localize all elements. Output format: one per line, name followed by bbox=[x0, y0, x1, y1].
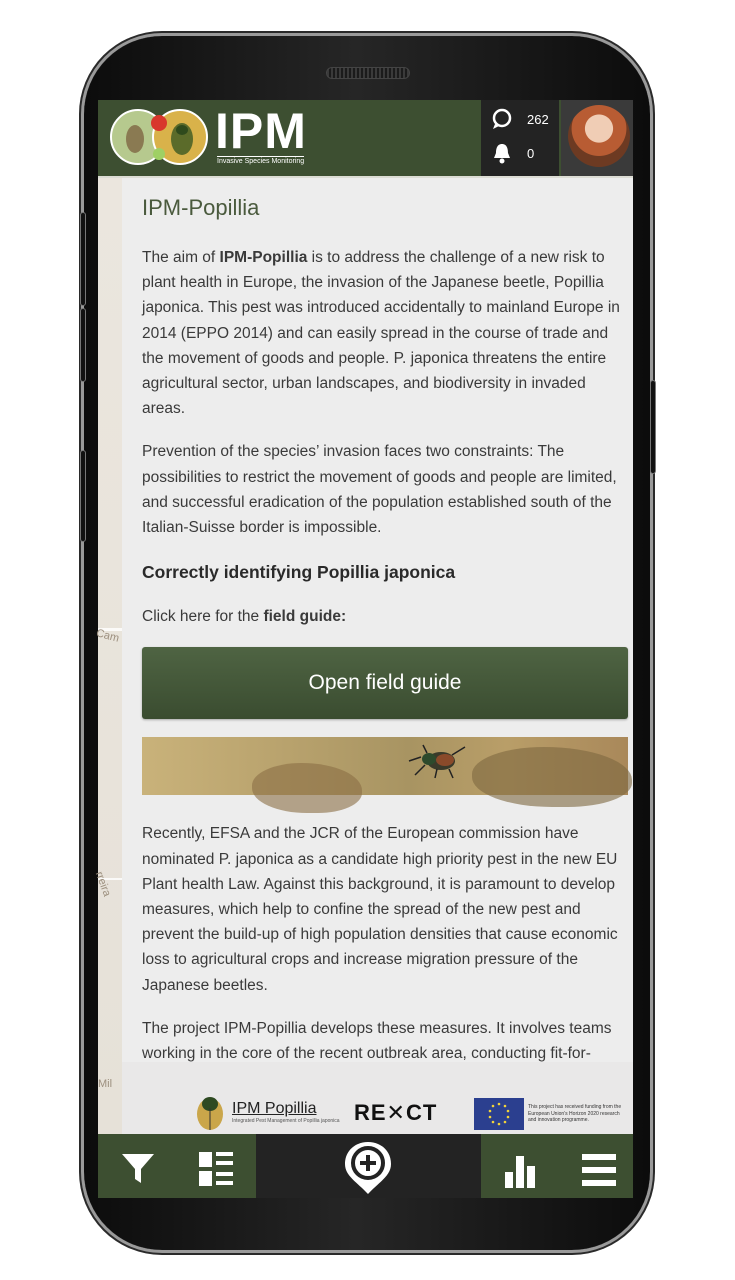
profile-button[interactable] bbox=[561, 100, 633, 176]
intro-paragraph bbox=[142, 245, 630, 421]
phone-side-button-left-2 bbox=[80, 308, 86, 382]
map-label: Cam bbox=[94, 627, 121, 645]
react-logo: RE✕CT bbox=[354, 1100, 438, 1125]
nav-right-group bbox=[481, 1134, 633, 1198]
observations-counter[interactable] bbox=[491, 108, 557, 130]
app-screen bbox=[92, 100, 633, 1198]
intro-prefix: The aim of bbox=[142, 249, 220, 266]
map-label: Mil bbox=[98, 1078, 113, 1090]
info-card[interactable] bbox=[122, 178, 633, 1062]
counters-panel bbox=[481, 100, 559, 176]
project-paragraph: The project IPM-Popillia develops these measures. It involves teams working in the core of the recent outbreak area, conducting fit-for- bbox=[142, 1019, 612, 1063]
background-paragraph: Recently, EFSA and the JCR of the European commission have nominated P. japonica as a candidate high priority pest in the new EU Plant health Law. Against this background, it is paramount to develop measures, which help to confine the spread of the new pest and prevent the build-up of high population densities that cause economic loss to agricultural crops and increase migration pressure of the Japanese beetles. bbox=[142, 825, 618, 994]
section-heading: Correctly identifying Popillia japonica bbox=[142, 562, 456, 583]
map-marker-icon bbox=[491, 108, 513, 130]
phone-side-button-left-1 bbox=[80, 212, 86, 306]
ipm-popillia-sub: Integrated Pest Management of Popillia japonica bbox=[232, 1118, 340, 1124]
partner-logos bbox=[122, 1062, 633, 1134]
app-subtitle: Invasive Species Monitoring bbox=[217, 158, 305, 165]
filter-icon[interactable] bbox=[120, 1150, 156, 1186]
phone-side-button-right bbox=[650, 380, 656, 474]
phone-speaker bbox=[326, 67, 410, 79]
constraints-paragraph: Prevention of the species’ invasion faces two constraints: The possibilities to restrict the movement of goods and people are limited, and successful eradication of the population established south of the Italian-Suisse border is impossible. bbox=[142, 443, 617, 537]
beetle-photo bbox=[142, 737, 628, 795]
list-icon[interactable] bbox=[199, 1152, 233, 1186]
guide-prefix: Click here for the bbox=[142, 608, 264, 626]
guide-bold: field guide: bbox=[263, 608, 347, 626]
app-header bbox=[98, 100, 633, 178]
beetle-image bbox=[407, 743, 467, 779]
bottom-navigation bbox=[98, 1134, 633, 1198]
intro-rest: is to address the challenge of a new risk to plant health in Europe, the invasion of the Japanese beetle, Popillia japonica. This pest was introduced accidentally to mainland Europe in 2014 (EPPO 2014) and can easily spread in the course of trade and the movement of goods and people. P. japonica threatens the entire agricultural sector, urban landscapes, and biodiversity in invaded areas. bbox=[142, 249, 620, 418]
notifications-counter[interactable] bbox=[491, 142, 557, 164]
ipm-popillia-logo-icon bbox=[194, 1092, 226, 1132]
notifications-count: 0 bbox=[527, 146, 535, 161]
bell-icon bbox=[491, 142, 513, 164]
field-guide-hint bbox=[142, 604, 630, 629]
ipm-popillia-label: IPM Popillia bbox=[232, 1100, 317, 1117]
article-content bbox=[142, 192, 630, 1084]
avatar bbox=[568, 105, 630, 167]
eu-funding-text: This project has received funding from the European Union’s Horizon 2020 research and innovation programme. bbox=[528, 1104, 622, 1123]
add-location-icon[interactable] bbox=[343, 1140, 393, 1196]
intro-bold: IPM-Popillia bbox=[219, 249, 308, 266]
ipm-logo-icon bbox=[108, 108, 214, 166]
nav-left-group bbox=[98, 1134, 256, 1198]
page-title: IPM-Popillia bbox=[142, 195, 260, 220]
app-title: IPM bbox=[215, 103, 307, 159]
observations-count: 262 bbox=[527, 112, 549, 127]
open-field-guide-button[interactable]: Open field guide bbox=[142, 647, 628, 719]
map-label: rreira bbox=[92, 869, 113, 899]
menu-icon[interactable] bbox=[582, 1154, 616, 1186]
eu-flag-icon bbox=[474, 1098, 524, 1130]
phone-side-button-left-3 bbox=[80, 450, 86, 542]
chart-icon[interactable] bbox=[505, 1156, 535, 1188]
